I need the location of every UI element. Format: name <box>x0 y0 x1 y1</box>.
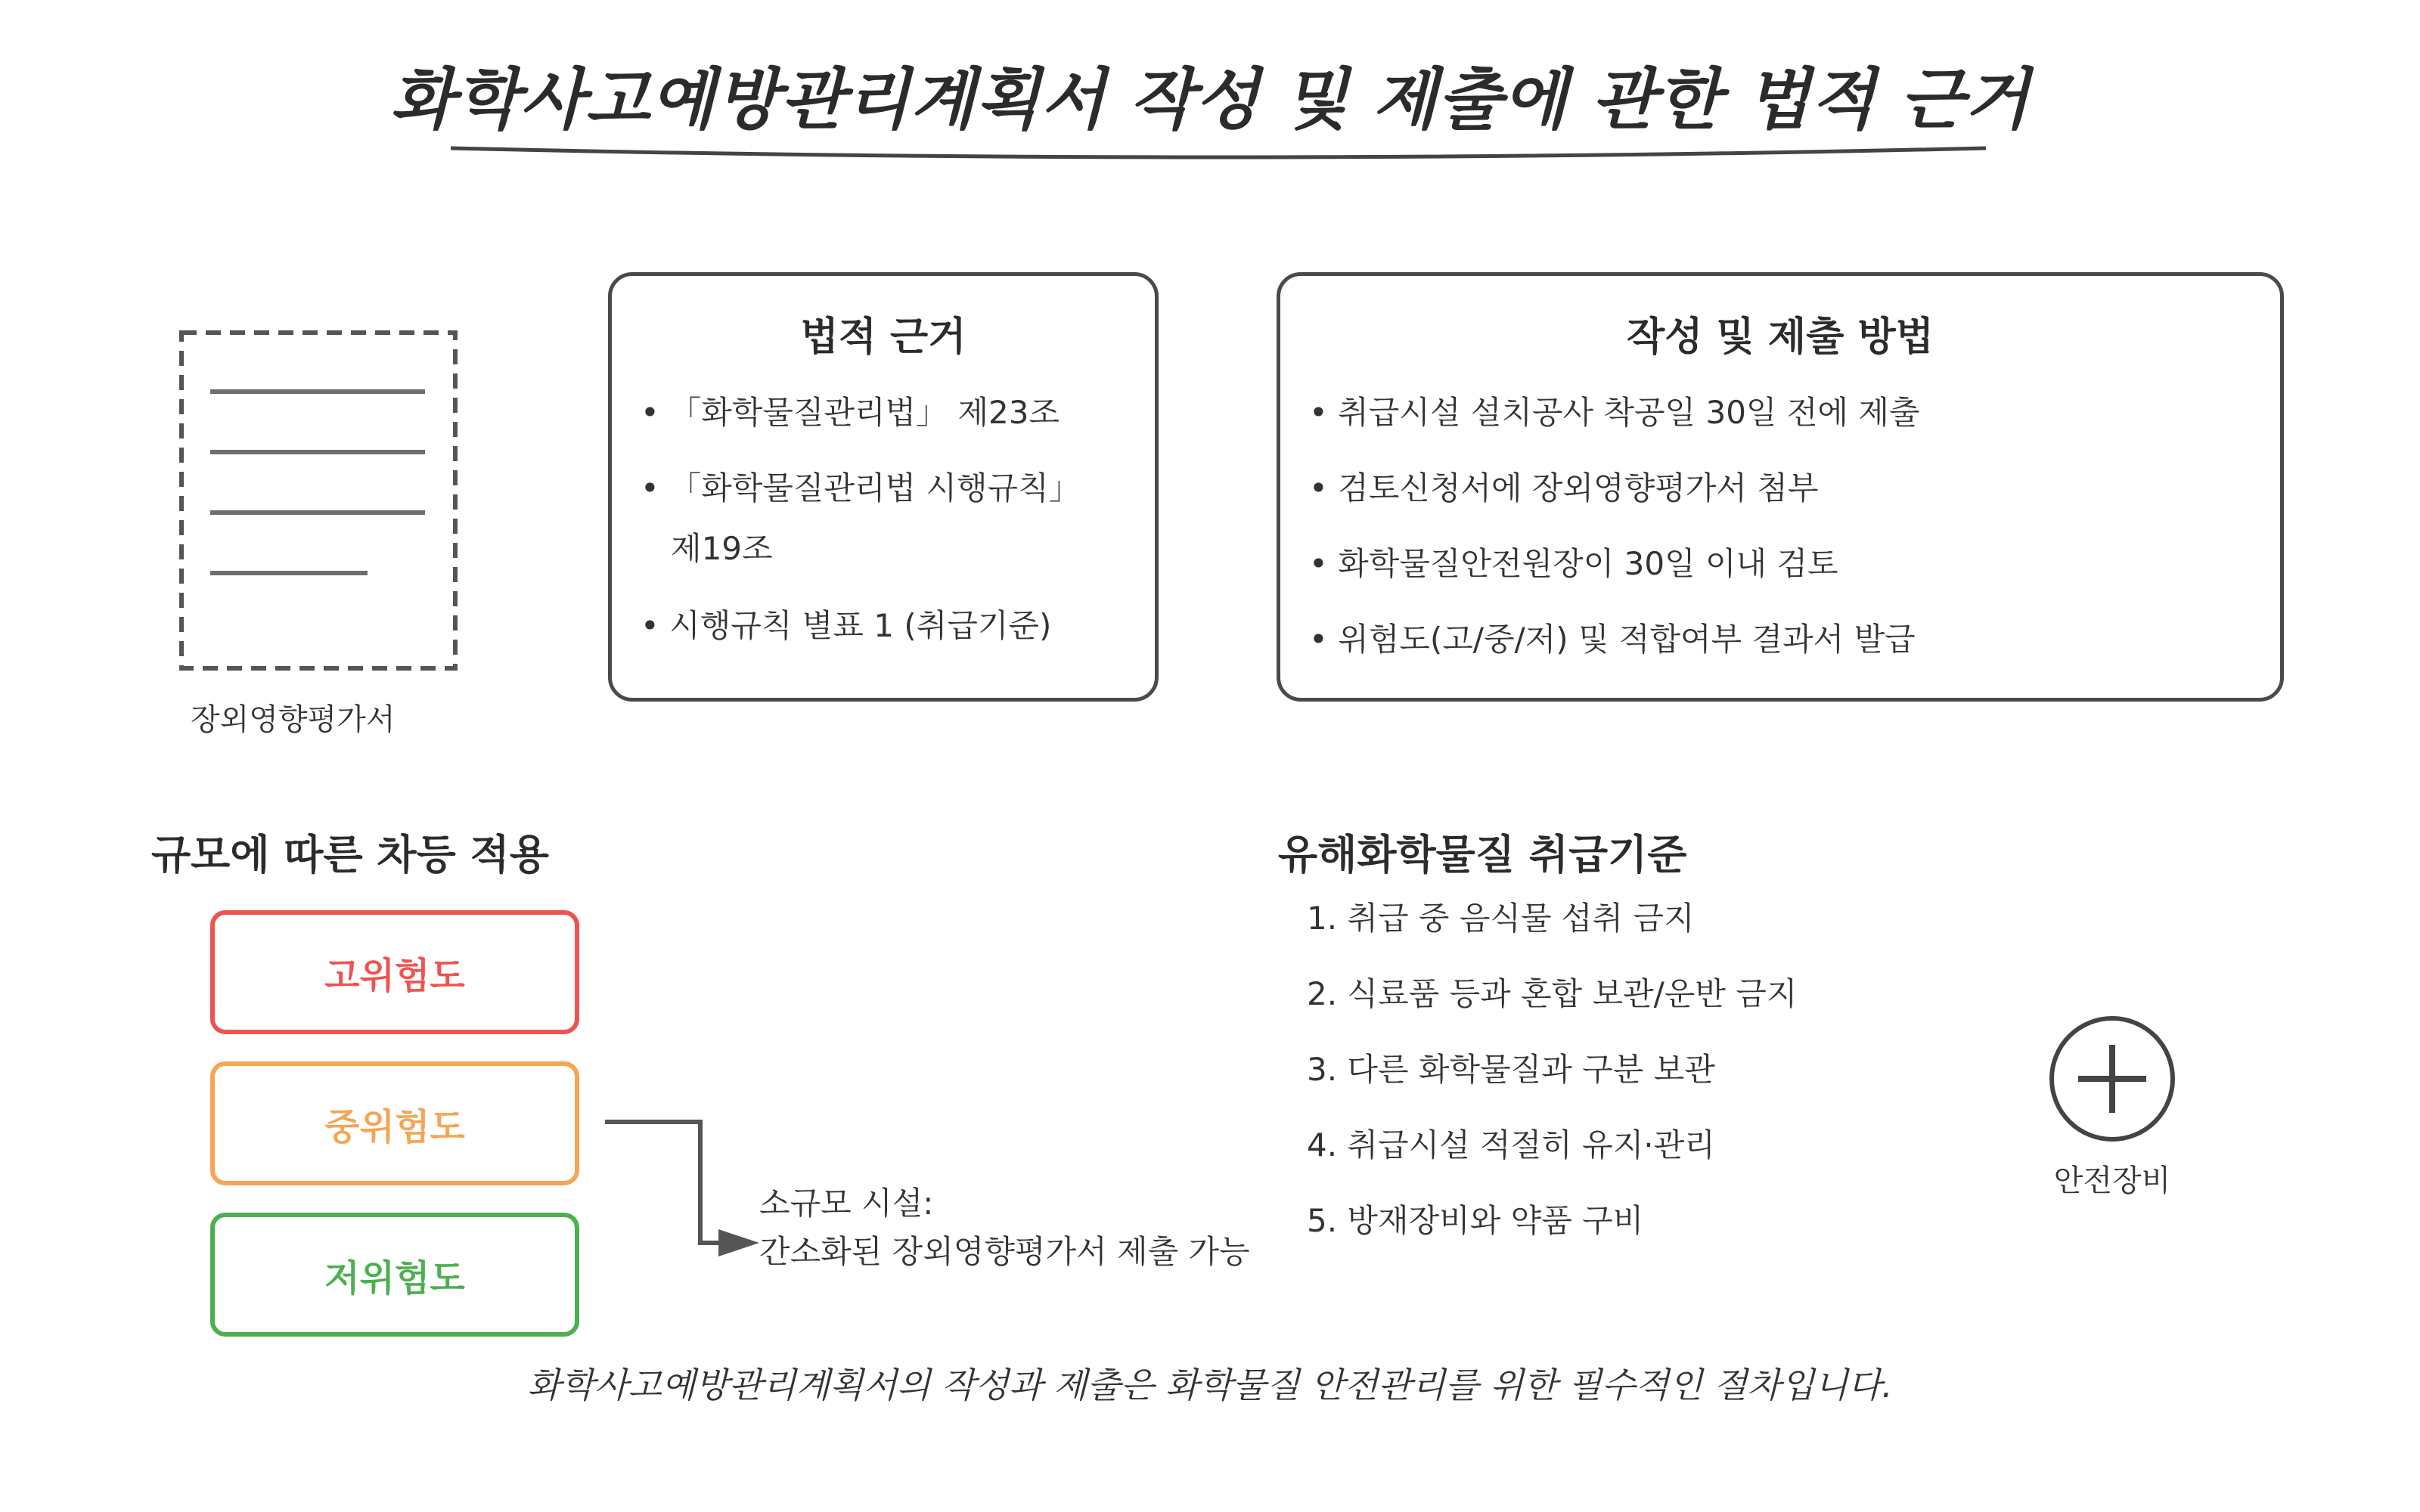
small-facility-note <box>759 1179 1250 1276</box>
legal-basis-box <box>608 272 1159 702</box>
submission-method-heading: 작성 및 제출 방법 <box>1627 314 1934 360</box>
criteria-item: 1. 취급 중 음식물 섭취 금지 <box>1307 900 1695 937</box>
small-facility-note-line: 소규모 시설: <box>759 1185 934 1222</box>
method-item: • 화학물질안전원장이 30일 이내 검토 <box>1309 545 1838 582</box>
method-item: • 취급시설 설치공사 착공일 30일 전에 제출 <box>1309 394 1920 431</box>
title-underline <box>451 141 1986 171</box>
plus-circle-icon <box>2046 1013 2178 1145</box>
mid-risk-box: 중위험도 <box>210 1061 579 1185</box>
page-title: 화학사고예방관리계획서 작성 및 제출에 관한 법적 근거 <box>389 60 2030 138</box>
legal-basis-heading: 법적 근거 <box>800 314 966 360</box>
document-icon <box>178 330 458 671</box>
criteria-item: 2. 식료품 등과 혼합 보관/운반 금지 <box>1307 975 1798 1012</box>
safety-equipment-label: 안전장비 <box>2053 1163 2171 1198</box>
submission-method-box <box>1277 272 2284 702</box>
criteria-item: 4. 취급시설 적절히 유지·관리 <box>1307 1126 1715 1163</box>
high-risk-box: 고위험도 <box>210 910 579 1034</box>
connector-arrow <box>597 1111 779 1263</box>
criteria-item: 3. 다른 화학물질과 구분 보관 <box>1307 1051 1715 1088</box>
legal-item: 제19조 <box>671 530 773 567</box>
method-item: • 위험도(고/중/저) 및 적합여부 결과서 발급 <box>1309 621 1916 658</box>
document-label: 장외영향평가서 <box>191 702 396 737</box>
legal-item: • 시행규칙 별표 1 (취급기준) <box>641 607 1052 644</box>
criteria-item: 5. 방재장비와 약품 구비 <box>1307 1202 1644 1239</box>
criteria-heading: 유해화학물질 취급기준 <box>1278 831 1687 878</box>
legal-item: • 「화학물질관리법 시행규칙」 <box>641 469 1081 507</box>
scale-heading: 규모에 따른 차등 적용 <box>151 831 549 878</box>
small-facility-note-line: 간소화된 장외영향평가서 제출 가능 <box>759 1233 1250 1270</box>
footer-note: 화학사고예방관리계획서의 작성과 제출은 화학물질 안전관리를 위한 필수적인 절차입니다. <box>527 1365 1893 1405</box>
low-risk-box: 저위험도 <box>210 1213 579 1337</box>
legal-item: • 「화학물질관리법」 제23조 <box>641 394 1060 431</box>
method-item: • 검토신청서에 장외영향평가서 첨부 <box>1309 469 1819 507</box>
